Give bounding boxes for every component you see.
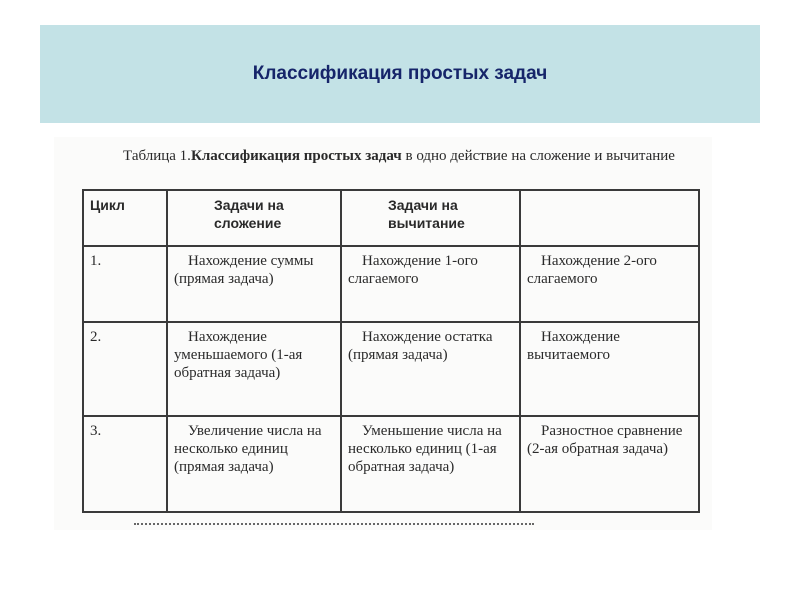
table-cell: Нахождение уменьшаемого (1-ая обратная задача)	[167, 322, 341, 416]
classification-table	[82, 189, 700, 513]
scanned-table-image	[54, 137, 712, 530]
caption-lead: Таблица 1.	[123, 148, 191, 164]
header-empty	[520, 190, 699, 246]
header-cycle: Цикл	[83, 190, 167, 246]
table-cell: 2.	[83, 322, 167, 416]
table-cell: Нахождение 2-ого слагаемого	[520, 246, 699, 322]
header-addition: Задачи на сложение	[167, 190, 341, 246]
table-cell: Разностное сравнение (2-ая обратная задача)	[520, 416, 699, 512]
table-row	[83, 322, 699, 416]
slide-title: Классификация простых задач	[252, 63, 548, 84]
header-subtraction: Задачи на вычитание	[341, 190, 520, 246]
table-header-row	[83, 190, 699, 246]
table-caption	[94, 147, 704, 165]
title-banner	[40, 25, 760, 123]
table-cell: Нахождение вычитаемого	[520, 322, 699, 416]
table-cell: Нахождение суммы (прямая задача)	[167, 246, 341, 322]
table-row	[83, 416, 699, 512]
table-cell: Уменьшение числа на несколько единиц (1-ая обратная задача)	[341, 416, 520, 512]
table-cell: 3.	[83, 416, 167, 512]
table-row	[83, 246, 699, 322]
table-cell: Нахождение 1-ого слагаемого	[341, 246, 520, 322]
table-cell: Нахождение остатка (прямая задача)	[341, 322, 520, 416]
table-cell: Увеличение числа на несколько единиц (прямая задача)	[167, 416, 341, 512]
table-cell: 1.	[83, 246, 167, 322]
cropped-text-fragment	[134, 523, 534, 530]
caption-bold: Классификация простых задач	[190, 148, 402, 164]
caption-rest: в одно действие на сложение и вычитание	[401, 148, 675, 164]
